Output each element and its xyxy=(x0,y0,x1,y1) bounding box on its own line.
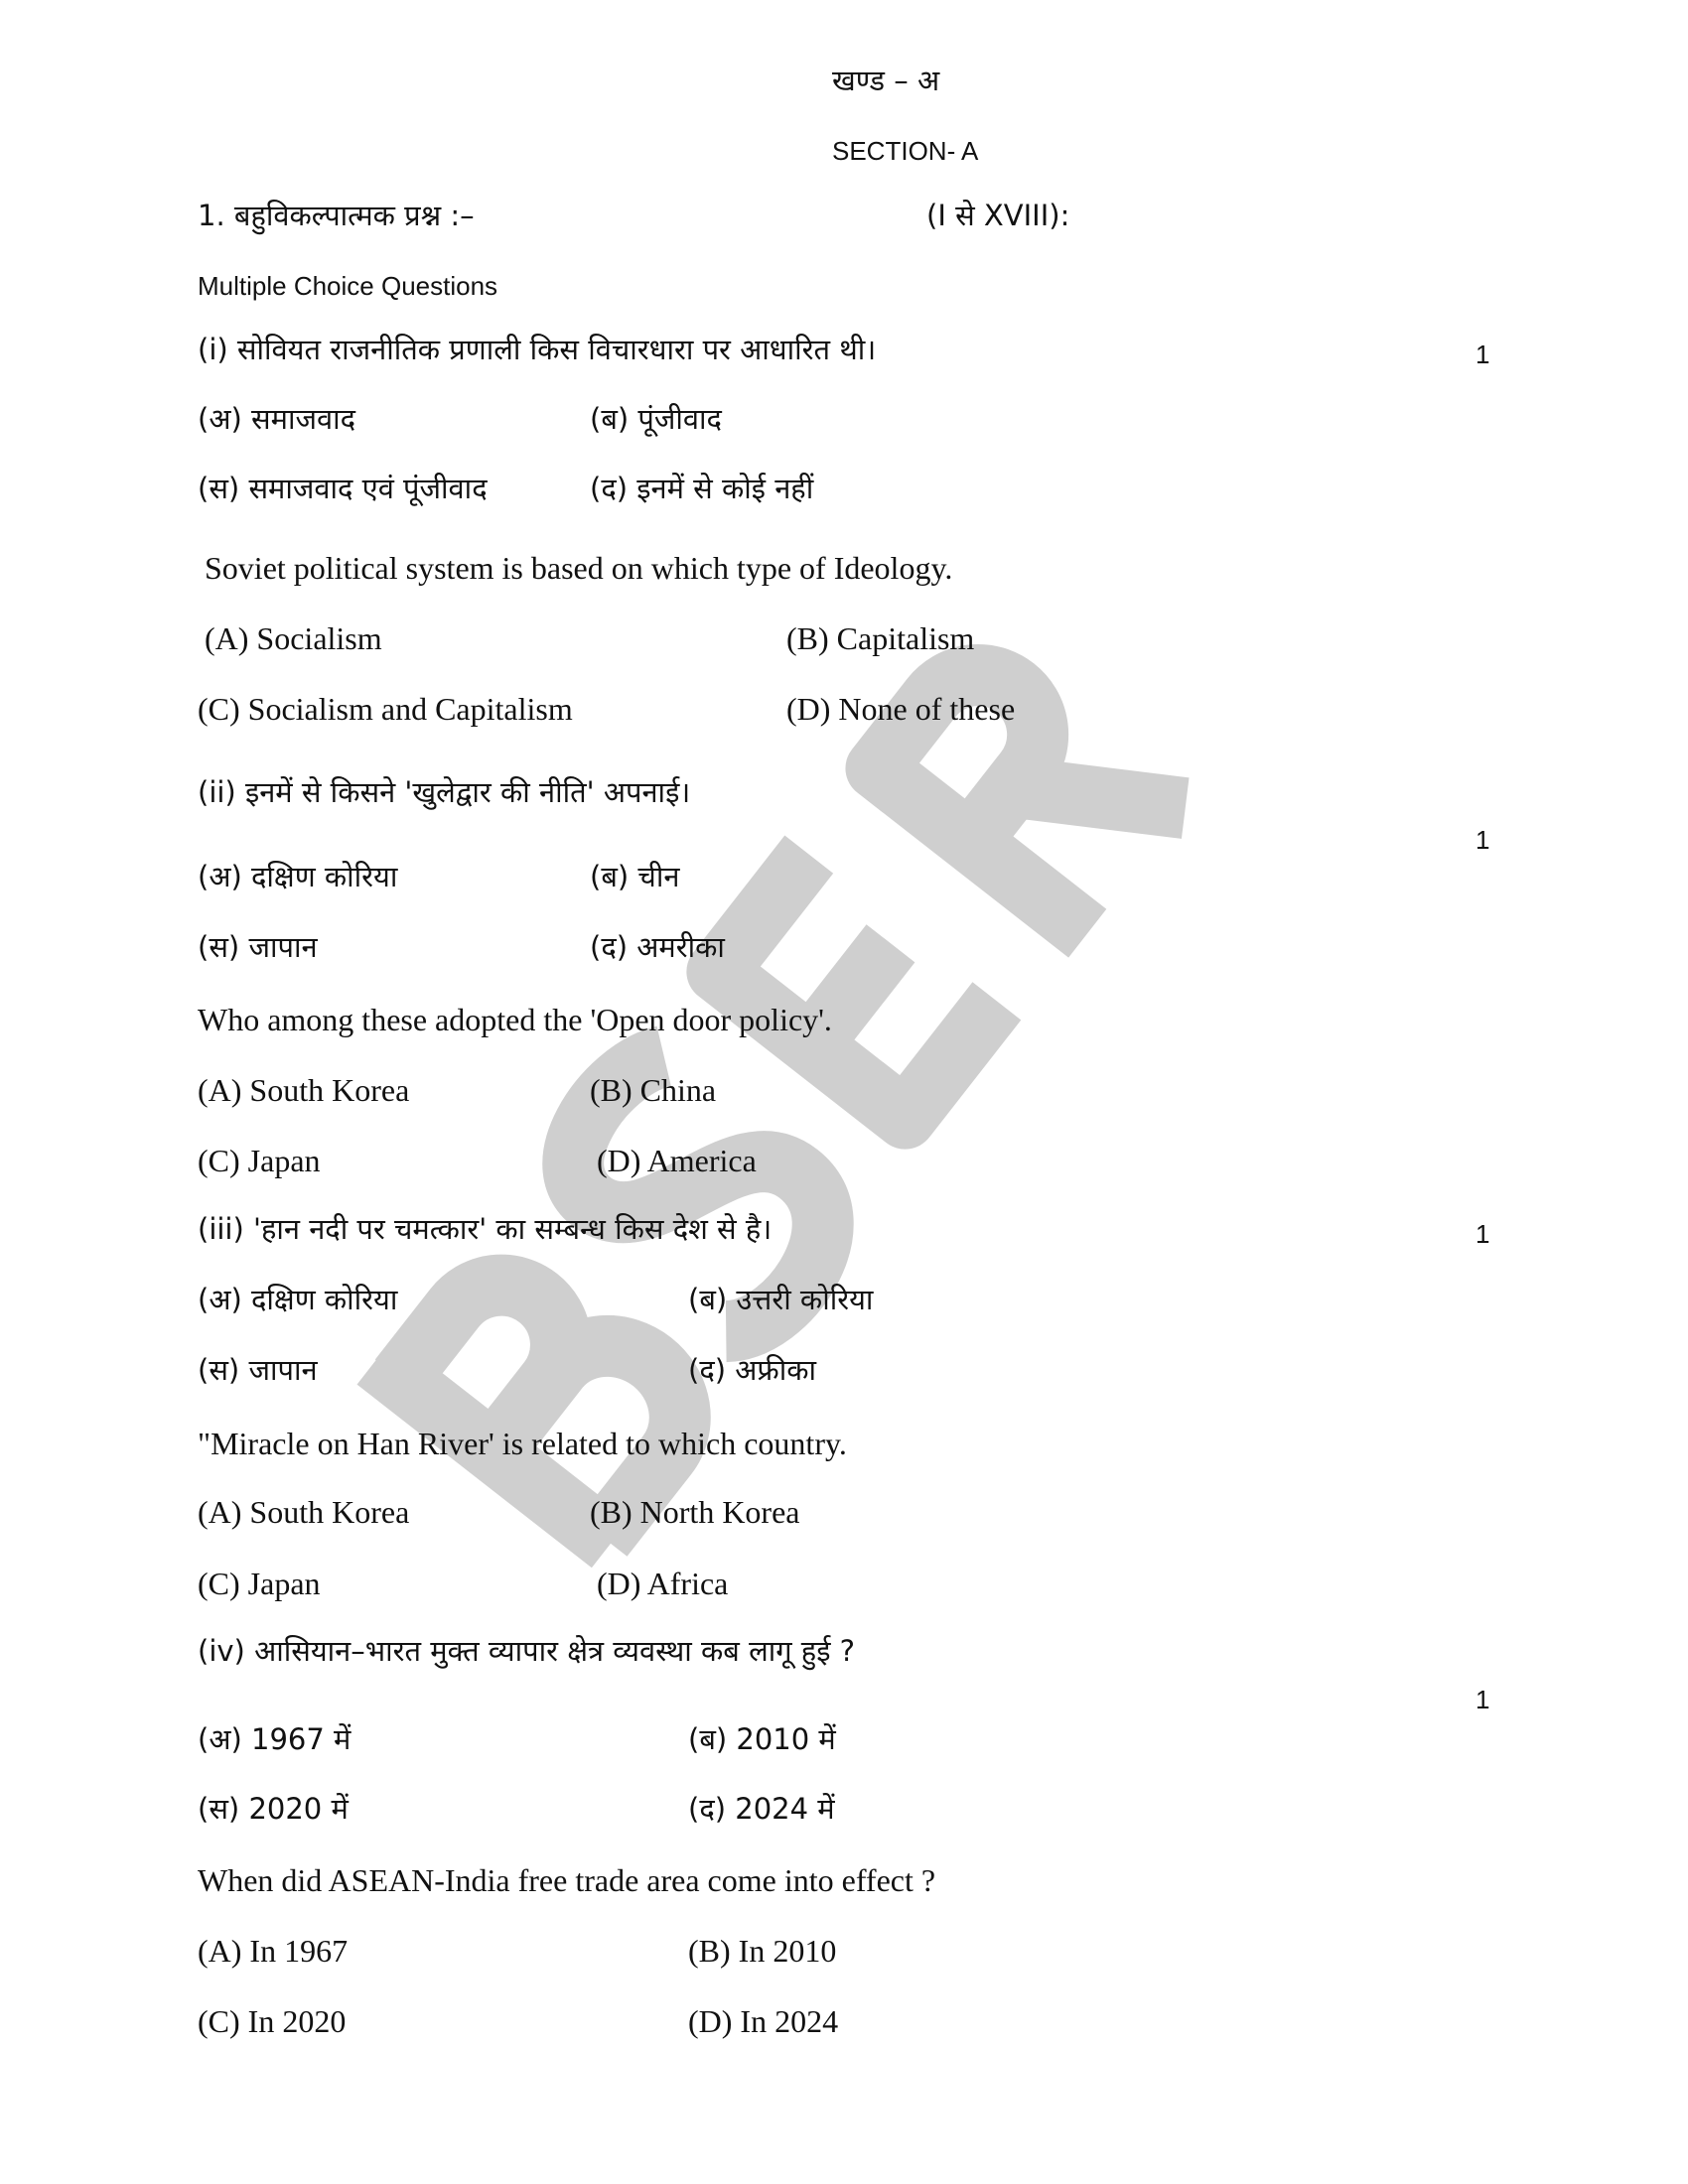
question-2-marks: 1 xyxy=(1476,825,1490,855)
question-4-hindi: (iv) आसियान–भारत मुक्त व्यापार क्षेत्र व्यवस्था कब लागू हुई ? xyxy=(198,1634,856,1668)
option-hindi: (स) 2020 में xyxy=(198,1792,349,1826)
option-english: (B) In 2010 xyxy=(688,1933,837,1969)
option-row xyxy=(198,1567,728,1601)
option-hindi: (स) जापान xyxy=(198,930,318,964)
option-english: (C) Japan xyxy=(198,1566,321,1601)
question-2-hindi: (ii) इनमें से किसने 'खुलेद्वार की नीति' अपनाई। xyxy=(198,775,691,809)
option-english: (D) America xyxy=(597,1143,757,1178)
mcq-heading-hindi: 1. बहुविकल्पात्मक प्रश्न :– xyxy=(198,199,475,232)
question-2-english: Who among these adopted the 'Open door policy'. xyxy=(198,1002,832,1037)
option-hindi: (ब) चीन xyxy=(590,860,680,893)
option-row xyxy=(198,1144,757,1178)
option-hindi: (अ) दक्षिण कोरिया xyxy=(198,860,398,893)
option-english: (A) In 1967 xyxy=(198,1933,349,1969)
option-row xyxy=(198,1794,835,1826)
option-hindi: (अ) समाजवाद xyxy=(198,402,356,436)
option-row xyxy=(198,932,725,964)
option-row xyxy=(198,2004,838,2039)
question-1-english: Soviet political system is based on which type of Ideology. xyxy=(205,550,953,586)
question-range: (I से XVIII): xyxy=(926,199,1070,232)
option-english: (D) Africa xyxy=(597,1566,729,1601)
watermark-letter-r xyxy=(876,643,1185,933)
option-row xyxy=(198,1355,816,1387)
option-hindi: (द) अफ्रीका xyxy=(688,1353,817,1387)
option-hindi: (द) इनमें से कोई नहीं xyxy=(590,472,814,505)
option-row xyxy=(198,692,1015,727)
option-hindi: (स) समाजवाद एवं पूंजीवाद xyxy=(198,472,488,505)
question-1-hindi: (i) सोवियत राजनीतिक प्रणाली किस विचारधारा पर आधारित थी। xyxy=(198,333,877,366)
option-row xyxy=(198,1285,873,1316)
watermark-letter-e xyxy=(717,855,996,1119)
option-row xyxy=(198,1073,716,1108)
option-english: (B) North Korea xyxy=(590,1494,800,1530)
option-english: (D) In 2024 xyxy=(688,2003,839,2039)
question-3-marks: 1 xyxy=(1476,1219,1490,1249)
option-row xyxy=(205,621,974,656)
question-4-marks: 1 xyxy=(1476,1685,1490,1714)
option-row xyxy=(198,1724,836,1756)
option-hindi: (ब) उत्तरी कोरिया xyxy=(688,1283,874,1316)
question-4-english: When did ASEAN-India free trade area come into effect ? xyxy=(198,1862,936,1898)
option-row xyxy=(198,862,679,893)
section-title-english: SECTION- A xyxy=(832,136,979,166)
option-english: (A) Socialism xyxy=(205,620,382,656)
option-hindi: (स) जापान xyxy=(198,1353,318,1387)
question-1-marks: 1 xyxy=(1476,340,1490,369)
option-english: (B) China xyxy=(590,1072,717,1108)
option-row xyxy=(198,1495,799,1530)
mcq-heading-english: Multiple Choice Questions xyxy=(198,271,498,301)
option-english: (C) Socialism and Capitalism xyxy=(198,691,573,727)
option-row xyxy=(198,1934,836,1969)
option-row xyxy=(198,474,813,505)
option-hindi: (ब) पूंजीवाद xyxy=(590,402,722,436)
option-english: (B) Capitalism xyxy=(786,620,975,656)
option-english: (C) In 2020 xyxy=(198,2003,347,2039)
option-hindi: (द) 2024 में xyxy=(688,1792,835,1826)
section-title-hindi: खण्ड – अ xyxy=(832,64,940,97)
option-english: (A) South Korea xyxy=(198,1072,410,1108)
question-3-english: "Miracle on Han River' is related to which country. xyxy=(198,1426,847,1461)
option-hindi: (अ) दक्षिण कोरिया xyxy=(198,1283,398,1316)
option-row xyxy=(198,404,722,436)
option-hindi: (अ) 1967 में xyxy=(198,1722,352,1756)
option-english: (D) None of these xyxy=(786,691,1016,727)
option-hindi: (ब) 2010 में xyxy=(688,1722,836,1756)
option-hindi: (द) अमरीका xyxy=(590,930,725,964)
question-3-hindi: (iii) 'हान नदी पर चमत्कार' का सम्बन्ध किस देश से है। xyxy=(198,1212,773,1246)
option-english: (C) Japan xyxy=(198,1143,321,1178)
option-english: (A) South Korea xyxy=(198,1494,410,1530)
